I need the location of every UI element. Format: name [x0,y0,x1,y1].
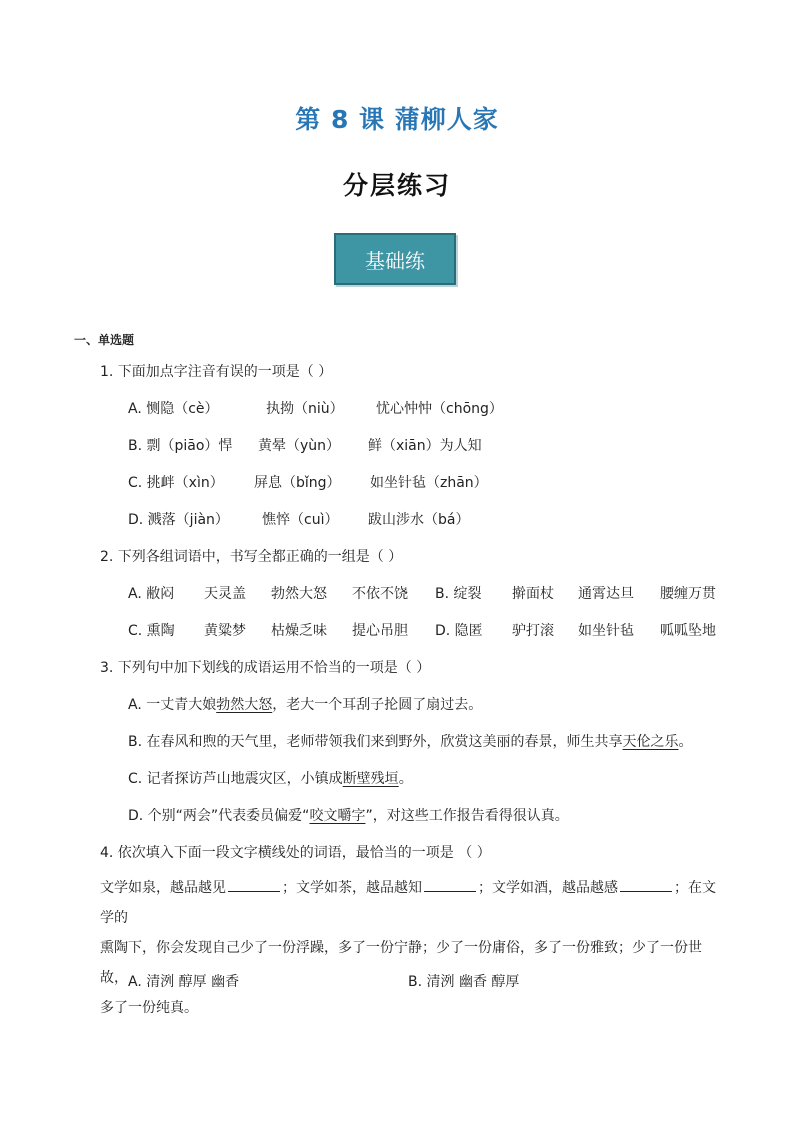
section-heading: 一、单选题 [74,333,135,347]
q2-option-cell: 提心吊胆 [352,623,408,639]
q4-passage [100,873,720,1023]
underlined-idiom: 天伦之乐 [622,734,679,750]
option-text: C. 记者探访芦山地震灾区，小镇成 [128,771,343,787]
exercise-subtitle: 分层练习 [342,171,451,200]
q1-option-a-2: 执拗（niù） [266,401,344,417]
q1-option-c-3: 如坐针毡（zhān） [370,475,488,491]
underlined-idiom: 咬文嚼字 [309,808,366,824]
lesson-title: 第 8 课 蒲柳人家 [295,105,499,134]
passage-line-2: 熏陶下，你会发现自己少了一份浮躁，多了一份宁静；少了一份庸俗，多了一份雅致；少了一份世故， [100,940,702,986]
q1-option-d-2: 憔悴（cuì） [262,512,339,528]
q2-option-cell: 黄粱梦 [204,623,246,639]
level-badge: 基础练 [334,233,456,285]
passage-text: ；文学如酒，越品越感 [478,880,618,896]
q2-option-cell: 天灵盖 [204,586,246,602]
q1-option-b-3: 鲜（xiān）为人知 [368,438,482,454]
q2-option-cell: 驴打滚 [512,623,554,639]
passage-text: ；在文学的 [100,880,716,926]
question-4-stem: 4. 依次填入下面一段文字横线处的词语，最恰当的一项是 （ ） [100,845,491,861]
option-text: 。 [398,771,413,787]
question-2-stem: 2. 下列各组词语中，书写全都正确的一组是（ ） [100,549,403,565]
fill-blank [620,877,672,892]
q1-option-b-2: 黄晕（yùn） [258,438,341,454]
passage-line-3: 多了一份纯真。 [100,1000,198,1016]
q2-option-cell: B. 绽裂 [435,586,482,602]
q4-option-b: B. 清洌 幽香 醇厚 [408,974,520,990]
question-3-stem: 3. 下列句中加下划线的成语运用不恰当的一项是（ ） [100,660,431,676]
option-text: B. 在春风和煦的天气里，老师带领我们来到野外，欣赏这美丽的春景，师生共享 [128,734,623,750]
question-1-stem: 1. 下面加点字注音有误的一项是（ ） [100,364,333,380]
q3-option-b [128,731,693,751]
passage-line-1 [100,873,720,933]
q3-option-a [128,694,482,714]
q4-option-a: A. 清洌 醇厚 幽香 [128,974,240,990]
fill-blank [228,877,280,892]
q1-option-d-1: D. 溅落（jiàn） [128,512,229,528]
q1-option-b-1: B. 剽（piāo）悍 [128,438,233,454]
q2-option-cell: 呱呱坠地 [660,623,716,639]
option-text: D. 个别“两会”代表委员偏爱“ [128,808,310,824]
q2-option-cell: 勃然大怒 [271,586,327,602]
option-text: ”，对这些工作报告看得很认真。 [365,808,569,824]
q2-option-cell: 通霄达旦 [578,586,634,602]
q2-option-cell: C. 熏陶 [128,623,175,639]
q2-option-cell: A. 敝闷 [128,586,175,602]
q1-option-c-2: 屏息（bǐng） [254,475,341,491]
q1-option-a-3: 忧心忡忡（chōng） [376,401,503,417]
option-text: ，老大一个耳刮子抡圆了扇过去。 [272,697,483,713]
underlined-idiom: 勃然大怒 [216,697,273,713]
passage-text: 文学如泉，越品越见 [100,880,226,896]
q1-option-c-1: C. 挑衅（xìn） [128,475,224,491]
option-text: 。 [678,734,693,750]
q2-option-cell: 枯燥乏味 [271,623,327,639]
q3-option-c [128,768,413,788]
passage-text: ；文学如茶，越品越知 [282,880,422,896]
underlined-idiom: 断壁残垣 [342,771,399,787]
q2-option-cell: 不依不饶 [352,586,408,602]
q1-option-a-1: A. 恻隐（cè） [128,401,219,417]
q2-option-cell: D. 隐匿 [435,623,483,639]
q1-option-d-3: 跋山涉水（bá） [368,512,470,528]
option-text: A. 一丈青大娘 [128,697,217,713]
q3-option-d [128,805,569,825]
fill-blank [424,877,476,892]
q2-option-cell: 擀面杖 [512,586,554,602]
q2-option-cell: 腰缠万贯 [660,586,716,602]
q2-option-cell: 如坐针毡 [578,623,634,639]
